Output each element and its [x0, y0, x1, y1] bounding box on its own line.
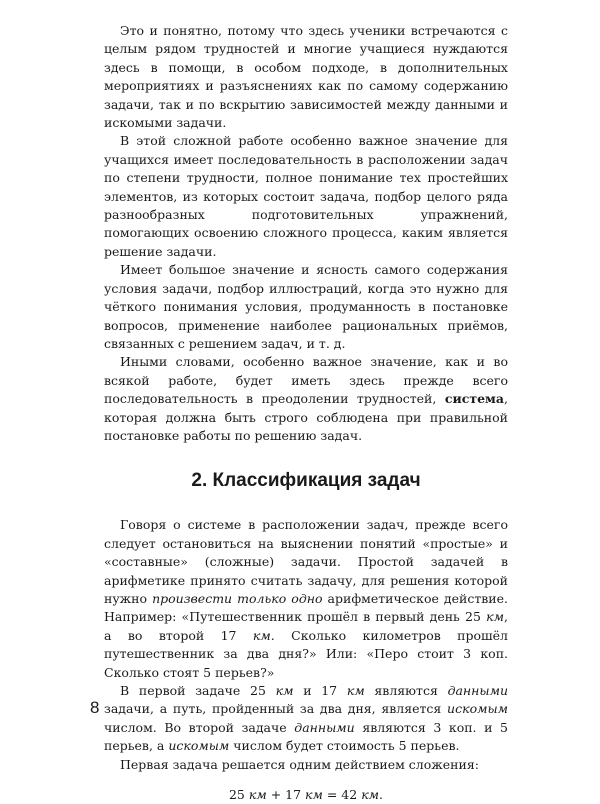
paragraph-5-text: Сколько километров прошёл путешественник за два дня?» Или: «Перо стоит 3 коп. Сколько стоят 5 перьев?» [104, 627, 508, 680]
paragraph-7 [104, 756, 508, 774]
formula-unit: км. [361, 787, 383, 803]
formula-part: + 17 [266, 787, 306, 803]
text-block [104, 22, 508, 804]
italic-unit: км [486, 609, 505, 625]
paragraph-4 [104, 353, 508, 445]
italic-unit: км. [252, 627, 275, 643]
paragraph-5-text: , а во второй 17 [104, 609, 508, 643]
paragraph-1 [104, 22, 508, 132]
paragraph-5 [104, 516, 508, 682]
paragraph-6-text: числом будет стоимость 5 перьев. [229, 738, 460, 754]
italic-unit: км [346, 683, 365, 698]
paragraph-4-text-end: , которая должна быть строго соблюдена при правильной постановке работы по решению задач. [104, 391, 508, 443]
italic-term: искомым [447, 701, 508, 717]
paragraph-6-text: числом. Во второй задаче [104, 719, 295, 735]
formula-part: 25 [228, 787, 249, 803]
paragraph-2-text: В этой сложной работе особенно важное значение для учащихся имеет последовательность в расположении задач по степени трудности, полное понимание тех простейших элементов, из которых состоит задача, подбор целого ряда разнообразных подготовительных упражнений, помогающих освоению сложного процесса, каким является решение задачи. [104, 133, 508, 259]
italic-unit: км [275, 683, 294, 698]
paragraph-6-text: являются 3 коп. и 5 перьев, а [104, 719, 509, 754]
paragraph-6-text: В первой задаче 25 [120, 683, 276, 698]
paragraph-1-text: Это и понятно, потому что здесь ученики встречаются с целым рядом трудностей и многие учащиеся нуждаются здесь в помощи, в особом подходе, в дополнительных мероприятиях и разъяснениях как по самому содержанию задачи, так и по вскрытию зависимостей между данными и искомыми задачи. [104, 23, 508, 131]
formula-unit: км [248, 787, 267, 803]
paragraph-4-text: Иными словами, особенно важное значение, как и во всякой работе, будет иметь здесь прежде всего последовательность в преодолении трудностей, [104, 354, 508, 407]
paragraph-6-text: задачи, а путь, пройденный за два дня, является [104, 701, 448, 717]
italic-term: данными [294, 719, 355, 735]
paragraph-3 [104, 261, 508, 353]
italic-emphasis: произвести только одно [152, 590, 323, 606]
paragraph-5-text: арифметическое действие. Например: «Путешественник прошёл в первый день 25 [104, 590, 508, 625]
paragraph-6-text: являются [364, 683, 448, 698]
paragraph-3-text: Имеет большое значение и ясность самого содержания условия задачи, подбор иллюстраций, когда это нужно для чёткого понимания условия, продуманность в постановке вопросов, применение наиболее рациональных приёмов, связанных с решением задач, и т. д. [104, 262, 508, 351]
page-number: 8 [90, 698, 100, 717]
italic-term: данными [447, 683, 508, 698]
formula [104, 786, 508, 804]
paragraph-6 [104, 682, 508, 756]
bold-term-sistema: система [444, 391, 505, 407]
paragraph-2 [104, 132, 508, 261]
paragraph-6-text: и 17 [293, 683, 347, 698]
italic-term: искомым [168, 738, 230, 754]
formula-unit: км [305, 787, 323, 803]
section-heading: 2. Классификация задач [191, 470, 421, 492]
paragraph-5-text: Говоря о системе в расположении задач, прежде всего следует остановиться на выяснении понятий «простые» и «составные» (сложные) задачи. Простой задачей в арифметике принято считать задачу, для решения которой нужно [104, 517, 508, 606]
formula-part: = 42 [322, 787, 362, 803]
paragraph-7-text: Первая задача решается одним действием сложения: [120, 756, 479, 772]
